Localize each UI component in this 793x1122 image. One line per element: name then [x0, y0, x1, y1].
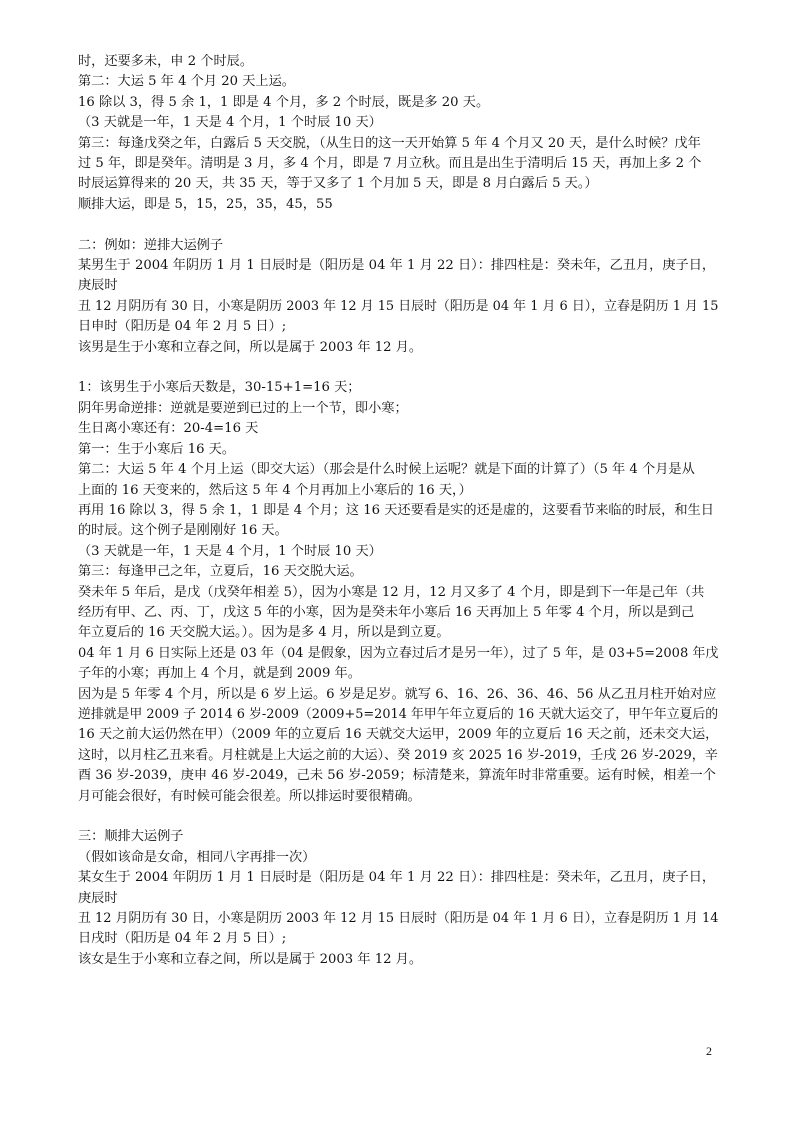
text-line: 该男是生于小寒和立春之间，所以是属于 2003 年 12 月。 — [78, 339, 423, 355]
text-line: 时，还要多未，申 2 个时辰。 — [78, 54, 254, 69]
text-line: 第一：生于小寒后 16 天。 — [78, 441, 236, 457]
text-line: 1：该男生于小寒后天数是，30-15+1=16 天； — [78, 380, 361, 396]
text-line: 月可能会很好，有时候可能会很差。所以排运时要很精确。 — [78, 788, 421, 804]
text-line: 第三：每逢戊癸之年，白露后 5 天交脱，（从生日的这一天开始算 5 年 4 个月又 20 天，是什么时候？戊年 — [78, 135, 701, 151]
text-line: 这时，以月柱乙丑来看。月柱就是上大运之前的大运）、癸 2019 亥 2025 16 岁-2019，壬戌 26 岁-2029，辛 — [78, 747, 718, 763]
text-line: 第二：大运 5 年 4 个月上运（即交大运）（那会是什么时候上运呢？就是下面的计算了）（5 年 4 个月是从 — [78, 462, 695, 478]
text-line: 日戌时（阳历是 04 年 2 月 5 日）; — [78, 931, 287, 947]
text-line: 第三：每逢甲己之年，立夏后，16 天交脱大运。 — [78, 564, 363, 580]
text-line: 第二：大运 5 年 4 个月 20 天上运。 — [78, 74, 295, 90]
text-line: 某男生于 2004 年阴历 1 月 1 日辰时是（阳历是 04 年 1 月 22 日）：排四柱是：癸未年，乙丑月，庚子日， — [78, 258, 716, 274]
text-line: 庚辰时 — [78, 278, 118, 294]
text-line: 酉 36 岁-2039，庚申 46 岁-2049，己未 56 岁-2059；标清楚来，算流年时非常重要。运有时候，相差一个 — [78, 768, 716, 784]
text-line: 三：顺排大运例子 — [78, 829, 184, 845]
text-line: （3 天就是一年，1 天是 4 个月，1 个时辰 10 天） — [78, 115, 382, 131]
text-line: 的时辰。这个例子是刚刚好 16 天。 — [78, 523, 288, 539]
text-line: 该女是生于小寒和立春之间，所以是属于 2003 年 12 月。 — [78, 951, 423, 967]
text-line: 时辰运算得来的 20 天，共 35 天，等于又多了 1 个月加 5 天，即是 8 月白露后 5 天。） — [78, 176, 598, 192]
text-line: 某女生于 2004 年阴历 1 月 1 日辰时是（阳历是 04 年 1 月 22 日）：排四柱是：癸未年，乙丑月，庚子日， — [78, 870, 716, 886]
text-section — [78, 827, 718, 970]
text-line: 子年的小寒；再加上 4 个月，就是到 2009 年。 — [78, 666, 361, 682]
text-line: 04 年 1 月 6 日实际上还是 03 年（04 是假象，因为立春过后才是另一年），过了 5 年，是 03+5=2008 年戊 — [78, 645, 719, 661]
text-line: 顺排大运，即是 5，15，25，35，45，55 — [78, 196, 333, 212]
text-line: 日申时（阳历是 04 年 2 月 5 日）; — [78, 319, 287, 335]
text-line: 因为是 5 年零 4 个月，所以是 6 岁上运。6 岁是足岁。就写 6、16、26、36、46、56 从乙丑月柱开始对应 — [78, 686, 717, 702]
text-line: 庚辰时 — [78, 890, 118, 906]
text-line: 癸未年 5 年后，是戊（戊癸年相差 5），因为小寒是 12 月，12 月又多了 4 个月，即是到下一年是己年（共 — [78, 584, 705, 600]
text-line: 丑 12 月阴历有 30 日，小寒是阴历 2003 年 12 月 15 日辰时（阳历是 04 年 1 月 6 日），立春是阴历 1 月 15 — [78, 298, 719, 314]
text-section — [78, 378, 718, 807]
text-line: 二：例如：逆排大运例子 — [78, 237, 224, 253]
paragraph-gap — [78, 215, 718, 235]
text-line: 经历有甲、乙、丙、丁，戊这 5 年的小寒，因为是癸未年小寒后 16 天再加上 5 年零 4 个月，所以是到己 — [78, 604, 695, 620]
text-line: 逆排就是甲 2009 子 2014 6 岁-2009（2009+5=2014 年甲午年立夏后的 16 天就大运交了，甲午年立夏后的 — [78, 706, 719, 722]
text-section — [78, 236, 718, 358]
document-body — [78, 52, 718, 970]
text-line: 阴年男命逆排：逆就是要逆到已过的上一个节，即小寒； — [78, 400, 408, 416]
text-line: 丑 12 月阴历有 30 日，小寒是阴历 2003 年 12 月 15 日辰时（阳历是 04 年 1 月 6 日），立春是阴历 1 月 14 — [78, 911, 719, 927]
text-line: （3 天就是一年，1 天是 4 个月，1 个时辰 10 天） — [78, 543, 382, 559]
text-line: （假如该命是女命，相同八字再排一次） — [78, 849, 316, 865]
paragraph-gap — [78, 807, 718, 827]
text-section — [78, 52, 718, 215]
text-line: 16 天之前大运仍然在甲）（2009 年的立夏后 16 天就交大运甲，2009 年的立夏后 16 天之前，还未交大运， — [78, 727, 719, 743]
text-line: 过 5 年，即是癸年。清明是 3 月，多 4 个月，即是 7 月立秋。而且是出生于清明后 15 天，再加上多 2 个 — [78, 156, 702, 172]
text-line: 16 除以 3，得 5 余 1，1 即是 4 个月，多 2 个时辰，既是多 20 天。 — [78, 94, 490, 110]
page-number: 2 — [706, 1044, 712, 1058]
text-line: 上面的 16 天变来的，然后这 5 年 4 个月再加上小寒后的 16 天，） — [78, 482, 472, 498]
text-line: 年立夏后的 16 天交脱大运。）。因为是多 4 月，所以是到立夏。 — [78, 625, 450, 641]
text-line: 再用 16 除以 3，得 5 余 1，1 即是 4 个月；这 16 天还要看是实的还是虚的，这要看节来临的时辰，和生日 — [78, 502, 714, 518]
paragraph-gap — [78, 358, 718, 378]
text-line: 生日离小寒还有：20-4=16 天 — [78, 421, 259, 437]
